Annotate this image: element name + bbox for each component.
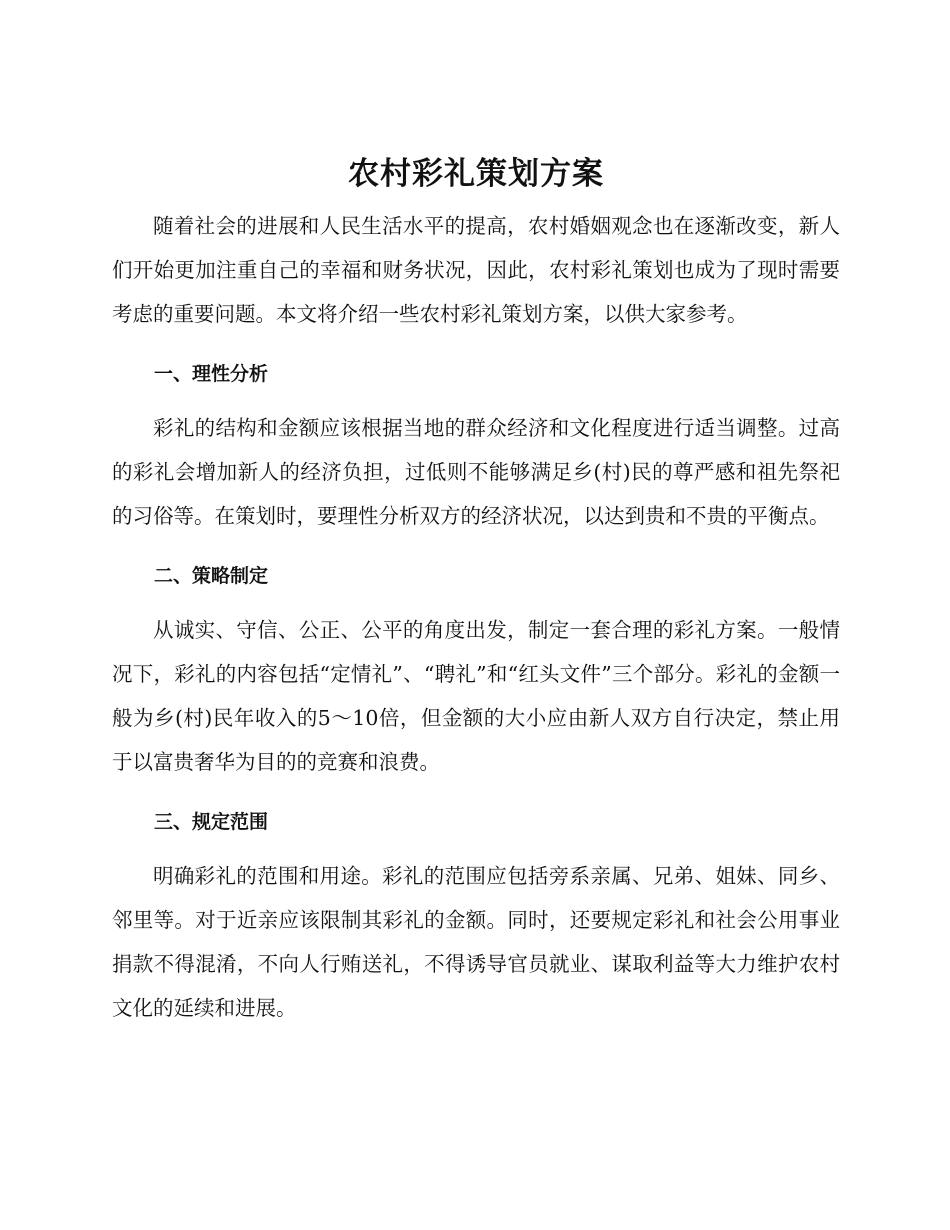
document-title: 农村彩礼策划方案: [348, 156, 604, 192]
section-body-scope: 明确彩礼的范围和用途。彩礼的范围应包括旁系亲属、兄弟、姐妹、同乡、邻里等。对于近亲应该限制其彩礼的金额。同时，还要规定彩礼和社会公用事业捐款不得混淆，不向人行贿送礼，不得诱导官员就业、谋取利益等大力维护农村文化的延续和进展。: [112, 864, 840, 1020]
intro-paragraph: 随着社会的进展和人民生活水平的提高，农村婚姻观念也在逐渐改变，新人们开始更加注重自己的幸福和财务状况，因此，农村彩礼策划也成为了现时需要考虑的重要问题。本文将介绍一些农村彩礼策划方案，以供大家参考。: [112, 214, 840, 326]
section-heading-strategy: 二、策略制定: [154, 565, 269, 587]
document-page: [112, 148, 840, 1030]
section-heading-scope: 三、规定范围: [154, 811, 269, 833]
section-heading-rational-analysis: 一、理性分析: [154, 363, 269, 385]
section-body-rational-analysis: 彩礼的结构和金额应该根据当地的群众经济和文化程度进行适当调整。过高的彩礼会增加新人的经济负担，过低则不能够满足乡(村)民的尊严感和祖先祭祀的习俗等。在策划时，要理性分析双方的经济状况，以达到贵和不贵的平衡点。: [112, 416, 840, 528]
section-body-strategy: 从诚实、守信、公正、公平的角度出发，制定一套合理的彩礼方案。一般情况下，彩礼的内容包括“定情礼”、“聘礼”和“红头文件”三个部分。彩礼的金额一般为乡(村)民年收入的5～10倍，但金额的大小应由新人双方自行决定，禁止用于以富贵奢华为目的的竞赛和浪费。: [112, 618, 840, 774]
